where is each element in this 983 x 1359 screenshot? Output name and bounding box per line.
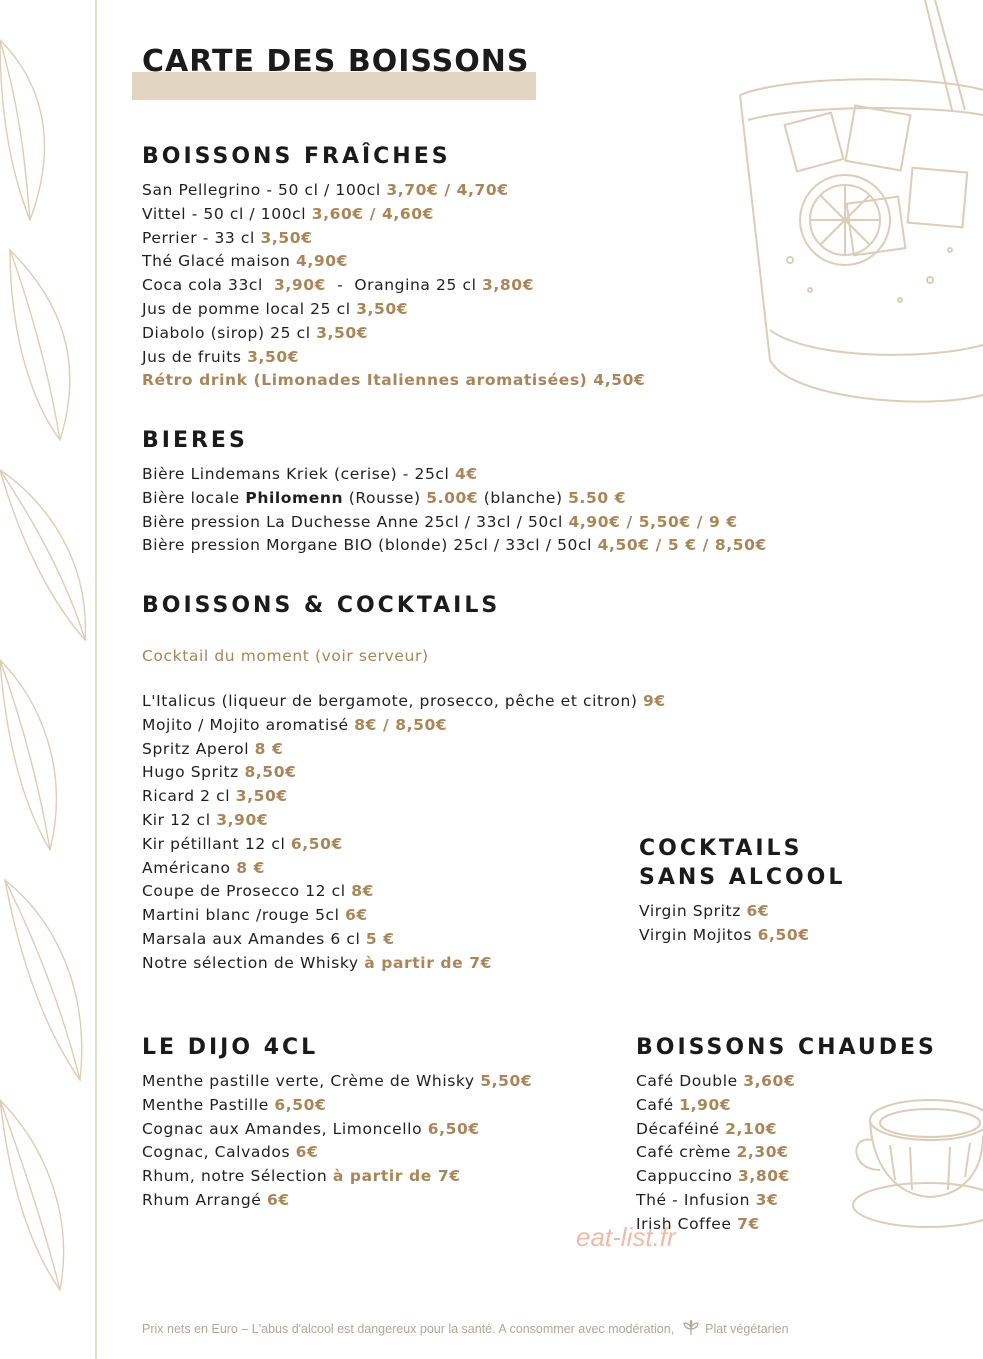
page-title: CARTE DES BOISSONS [142, 44, 530, 79]
item-list [142, 690, 666, 976]
footer-note [142, 1320, 789, 1336]
list-item: Spritz Aperol 8 € [142, 739, 284, 758]
section-title: LE DIJO 4CL [142, 1035, 319, 1060]
vegetarian-label: Plat végétarien [705, 1322, 789, 1336]
item-list [142, 179, 645, 393]
list-item: Thé Glacé maison 4,90€ [142, 252, 349, 271]
list-item: Jus de fruits 3,50€ [142, 347, 300, 366]
section-sans-alcool [639, 834, 845, 948]
list-item: Coca cola 33cl 3,90€ - Orangina 25 cl 3,80€ [142, 276, 535, 295]
list-item: San Pellegrino - 50 cl / 100cl 3,70€ / 4,70€ [142, 181, 509, 199]
section-title: BOISSONS & COCKTAILS [142, 593, 501, 618]
item-list [636, 1070, 937, 1237]
list-item: Thé - Infusion 3€ [636, 1190, 779, 1209]
list-item: Kir 12 cl 3,90€ [142, 810, 269, 829]
list-item: Cognac, Calvados 6€ [142, 1143, 319, 1162]
list-item: Rétro drink (Limonades Italiennes aromatisées) 4,50€ [142, 371, 646, 390]
item-list [142, 1070, 532, 1213]
list-item: Bière pression Morgane BIO (blonde) 25cl / 33cl / 50cl 4,50€ / 5 € / 8,50€ [142, 536, 767, 555]
list-item: L'Italicus (liqueur de bergamote, prosecco, pêche et citron) 9€ [142, 692, 666, 710]
list-item: Notre sélection de Whisky à partir de 7€ [142, 953, 493, 972]
list-item: Menthe Pastille 6,50€ [142, 1095, 327, 1114]
leaf-vegetarian-icon [682, 1320, 700, 1336]
list-item: Vittel - 50 cl / 100cl 3,60€ / 4,60€ [142, 204, 435, 223]
section-title: BOISSONS CHAUDES [636, 1035, 937, 1060]
list-item: Marsala aux Amandes 6 cl 5 € [142, 929, 395, 948]
section-bieres [142, 426, 767, 558]
list-item: Coupe de Prosecco 12 cl 8€ [142, 882, 374, 901]
list-item: Hugo Spritz 8,50€ [142, 763, 297, 782]
footer-text: Prix nets en Euro – L'abus d'alcool est dangereux pour la santé. A consommer avec modération, [142, 1322, 675, 1336]
list-item: Ricard 2 cl 3,50€ [142, 787, 288, 806]
list-item: Jus de pomme local 25 cl 3,50€ [142, 299, 409, 318]
list-item: Mojito / Mojito aromatisé 8€ / 8,50€ [142, 715, 448, 734]
list-item: Cognac aux Amandes, Limoncello 6,50€ [142, 1119, 480, 1138]
list-item: Café Double 3,60€ [636, 1072, 796, 1090]
cocktail-glass-icon [730, 0, 983, 420]
list-item: Menthe pastille verte, Crème de Whisky 5,50€ [142, 1072, 533, 1090]
item-list [639, 900, 845, 948]
list-item: Café 1,90€ [636, 1095, 732, 1114]
section-title-line2: SANS ALCOOL [639, 865, 846, 890]
item-list [142, 463, 767, 558]
list-item: Perrier - 33 cl 3,50€ [142, 228, 313, 247]
list-item: Kir pétillant 12 cl 6,50€ [142, 834, 343, 853]
list-item: Bière Lindemans Kriek (cerise) - 25cl 4€ [142, 465, 478, 483]
section-cocktails [142, 591, 666, 976]
watermark: eat-list.fr [576, 1222, 676, 1252]
section-title: BOISSONS FRAÎCHES [142, 144, 451, 169]
list-item: Américano 8 € [142, 858, 265, 877]
list-item: Bière locale Philomenn (Rousse) 5.00€ (blanche) 5.50 € [142, 488, 627, 507]
list-item: Rhum, notre Sélection à partir de 7€ [142, 1167, 461, 1186]
section-title: COCKTAILS [639, 836, 803, 861]
section-dijo [142, 1033, 532, 1213]
list-item: Martini blanc /rouge 5cl 6€ [142, 906, 368, 925]
list-item: Bière pression La Duchesse Anne 25cl / 33cl / 50cl 4,90€ / 5,50€ / 9 € [142, 512, 738, 531]
list-item: Café crème 2,30€ [636, 1143, 789, 1162]
list-item: Diabolo (sirop) 25 cl 3,50€ [142, 323, 369, 342]
cocktail-of-the-moment: Cocktail du moment (voir serveur) [142, 647, 429, 665]
list-item: Rhum Arrangé 6€ [142, 1190, 290, 1209]
section-title: BIERES [142, 428, 248, 453]
list-item: Virgin Mojitos 6,50€ [639, 925, 810, 944]
menu-title-block [132, 44, 529, 79]
list-item: Virgin Spritz 6€ [639, 902, 770, 920]
section-boissons-fraiches [142, 142, 645, 393]
list-item: Décaféiné 2,10€ [636, 1119, 778, 1138]
leaf-decoration-icon [0, 0, 100, 1359]
list-item: Cappuccino 3,80€ [636, 1167, 791, 1186]
list-item: Irish Coffee 7€ [636, 1214, 760, 1233]
section-boissons-chaudes [636, 1033, 937, 1237]
